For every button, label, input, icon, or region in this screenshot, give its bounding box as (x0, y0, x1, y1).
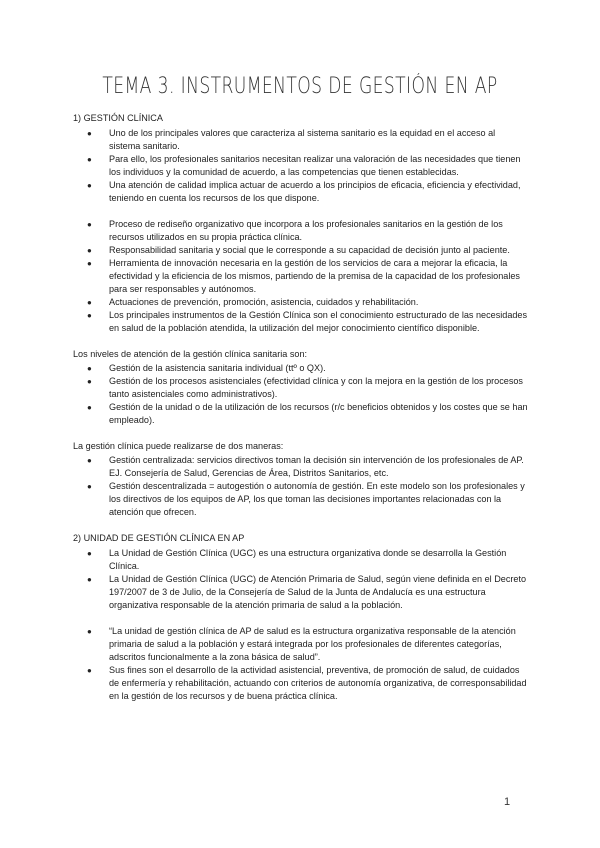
bullet-icon: ● (87, 666, 92, 675)
list-item: ● Para ello, los profesionales sanitarios necesitan realizar una valoración de las necesidades que tienen los individuos y la comunidad de acuerdo, a las competencias que tienen establecidas. (87, 154, 521, 177)
bullet-icon: ● (87, 259, 92, 268)
list-item: ● Herramienta de innovación necesaria en la gestión de los servicios de cara a mejorar la eficacia, la efectividad y la eficiencia de los mismos, partiendo de la premisa de la capacidad de los profesionales para ser responsables y autónomos. (87, 258, 520, 294)
bullet-icon: ● (87, 155, 92, 164)
document-body (73, 112, 528, 703)
bullet-list-niveles (73, 362, 528, 427)
bullet-list-definicion (73, 218, 528, 335)
bullet-list-principios (73, 127, 528, 205)
list-item: ● La Unidad de Gestión Clínica (UGC) es una estructura organizativa donde se desarrolla la Gestión Clínica. (87, 548, 507, 571)
bullet-list-ugc-fines (73, 625, 528, 703)
bullet-icon: ● (87, 129, 92, 138)
list-item: ● Proceso de rediseño organizativo que incorpora a los profesionales sanitarios en la gestión de los recursos utilizados en su propia práctica clínica. (87, 219, 503, 242)
list-item: ● Gestión centralizada: servicios directivos toman la decisión sin intervención de los profesionales de AP. EJ. Consejería de Salud, Gerencias de Área, Distritos Sanitarios, etc. (87, 455, 524, 478)
list-item: ● Gestión de la unidad o de la utilización de los recursos (r/c beneficios obtenidos y los costes que se han empleado). (87, 402, 528, 425)
list-item: ● Gestión de los procesos asistenciales (efectividad clínica y con la mejora en la gestión de los procesos tanto asistenciales como administrativos). (87, 376, 523, 399)
maneras-intro: La gestión clínica puede realizarse de dos maneras: (73, 441, 284, 451)
bullet-icon: ● (87, 627, 92, 636)
bullet-icon: ● (87, 298, 92, 307)
bullet-list-ugc (73, 547, 528, 612)
bullet-icon: ● (87, 575, 92, 584)
list-item: ● Una atención de calidad implica actuar de acuerdo a los principios de eficacia, eficiencia y efectividad, teniendo en cuenta los recursos de los que dispone. (87, 180, 521, 203)
section-heading-ugc: 2) UNIDAD DE GESTIÓN CLÍNICA EN AP (73, 533, 245, 543)
bullet-icon: ● (87, 456, 92, 465)
bullet-icon: ● (87, 220, 92, 229)
list-item: ● Actuaciones de prevención, promoción, asistencia, cuidados y rehabilitación. (87, 297, 419, 307)
list-item: ● La Unidad de Gestión Clínica (UGC) de Atención Primaria de Salud, según viene definida en el Decreto 197/2007 de 3 de Julio, de la Consejería de Salud de la Junta de Andalucía es una estructura organizativa responsable de la atención primaria de salud a la población. (87, 574, 527, 610)
section-heading-gestion-clinica: 1) GESTIÓN CLÍNICA (73, 113, 163, 123)
bullet-list-maneras (73, 454, 528, 519)
list-item: ● “La unidad de gestión clínica de AP de salud es la estructura organizativa responsable de la atención primaria de salud a la población y estará integrada por los profesionales de diferentes categorías, adscritos funcionalmente a la zona básica de salud”. (87, 626, 516, 662)
list-item: ● Gestión de la asistencia sanitaria individual (ttº o QX). (87, 363, 326, 373)
bullet-icon: ● (87, 549, 92, 558)
list-item: ● Gestión descentralizada = autogestión o autonomía de gestión. En este modelo son los profesionales y los directivos de los equipos de AP, los que toman las decisiones importantes relacionadas con la atención que ofrecen. (87, 481, 525, 517)
bullet-icon: ● (87, 377, 92, 386)
bullet-icon: ● (87, 364, 92, 373)
bullet-icon: ● (87, 403, 92, 412)
list-item: ● Uno de los principales valores que caracteriza al sistema sanitario es la equidad en el acceso al sistema sanitario. (87, 128, 496, 151)
page-number: 1 (504, 796, 511, 808)
list-item: ● Sus fines son el desarrollo de la actividad asistencial, preventiva, de promoción de salud, de cuidados de enfermería y rehabilitación, actuando con criterios de autonomía organizativa, de corresponsabilidad en la gestión de los recursos y de buena práctica clínica. (87, 665, 527, 701)
page-title: TEMA 3. INSTRUMENTOS DE GESTIÓN EN AP (102, 74, 498, 99)
bullet-icon: ● (87, 246, 92, 255)
list-item: ● Responsabilidad sanitaria y social que le corresponde a su capacidad de decisión junto al paciente. (87, 245, 510, 255)
niveles-intro: Los niveles de atención de la gestión clínica sanitaria son: (73, 349, 308, 359)
bullet-icon: ● (87, 181, 92, 190)
list-item: ● Los principales instrumentos de la Gestión Clínica son el conocimiento estructurado de las necesidades en salud de la población atendida, la utilización del mejor conocimiento científico disponible. (87, 310, 528, 333)
bullet-icon: ● (87, 311, 92, 320)
bullet-icon: ● (87, 482, 92, 491)
